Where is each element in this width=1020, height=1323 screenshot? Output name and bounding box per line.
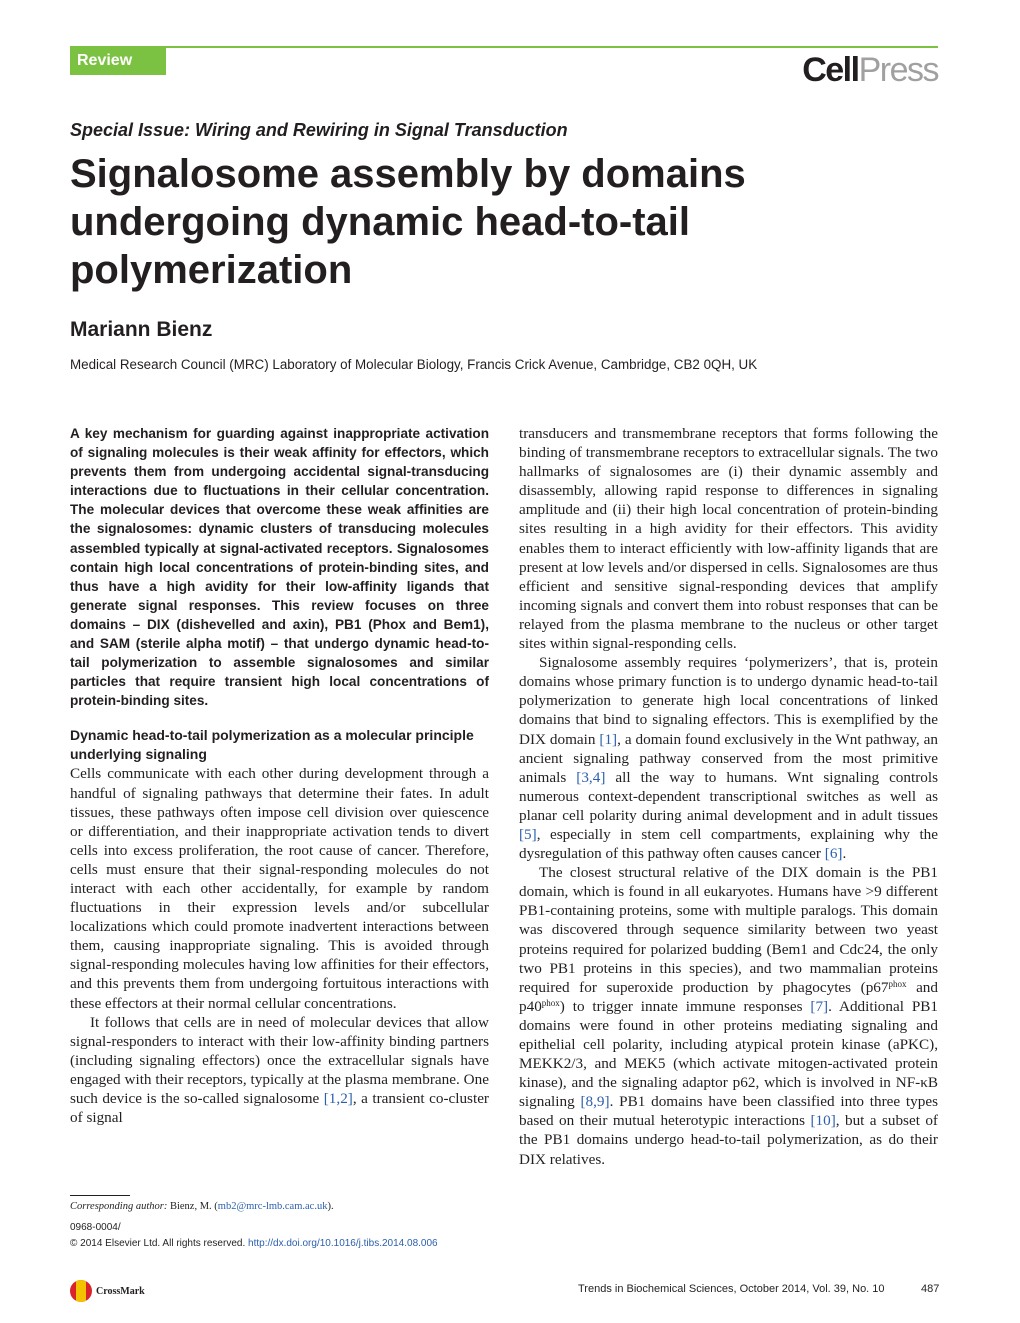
crossmark-label: CrossMark xyxy=(96,1285,145,1297)
body-paragraph: transducers and transmembrane receptors that forms following the binding of transmembrane receptors to extracellular signals. The two hallmarks of signalosomes are (i) their dynamic assembly and disassembly, allowing rapid response to differences in signaling amplitude and (ii) their high local concentration of protein-binding sites resulting in a high avidity for their effectors. This avidity enables them to interact efficiently with low-affinity ligands that are present at low levels and/or dispersed in cells. Signalosomes are thus efficient and sensitive signal-responding devices that amplify incoming signals and convert them into robust responses that can be relayed from the plasma membrane to the nucleus or other target sites within signal-responding cells. xyxy=(519,425,938,653)
text-run: , but a subset of the PB1 domains undergo head-to-tail polymerization, as do their DIX relatives. xyxy=(519,1112,938,1168)
body-paragraph xyxy=(519,863,938,1169)
issn: 0968-0004/ xyxy=(70,1222,121,1233)
body-paragraph xyxy=(70,1013,489,1128)
text-run: and p40 xyxy=(519,978,938,1015)
text-run: ) to trigger innate immune responses xyxy=(559,997,811,1015)
copyright-text: © 2014 Elsevier Ltd. All rights reserved. xyxy=(70,1238,249,1249)
footnote-rule xyxy=(70,1195,130,1196)
author-affiliation: Medical Research Council (MRC) Laboratory of Molecular Biology, Francis Crick Avenue, Cambridge, CB2 0QH, UK xyxy=(70,357,758,372)
citation-link[interactable]: [3,4] xyxy=(576,768,606,786)
logo-cell: Cell xyxy=(802,51,859,89)
text-run: , a transient co-cluster of signal xyxy=(70,1090,489,1127)
email-link[interactable]: mb2@mrc-lmb.cam.ac.uk xyxy=(217,1201,328,1212)
doi-link[interactable]: http://dx.doi.org/10.1016/j.tibs.2014.08.006 xyxy=(248,1238,438,1249)
body-paragraph: Cells communicate with each other during development through a handful of signaling pathways that determine their fates. In adult tissues, these pathways often impose cell division over quiescence or differentiation, and their inappropriate activation tends to divert cells into excess proliferation, the root cause of cancer. Therefore, cells must ensure that their signal-responding molecules do not interact with each other accidentally, for example by random fluctuations in their expression levels and/or subcellular localizations which could promote inadvertent interactions between them, causing inappropriate signaling. This is avoided through signal-responding molecules having low affinities for their effectors, and this prevents them from undergoing fortuitous interactions with these effectors at their normal cellular concentrations. xyxy=(70,765,489,1012)
section-heading: Dynamic head-to-tail polymerization as a molecular principle underlying signaling xyxy=(70,727,474,763)
corr-name: Bienz, M. ( xyxy=(167,1201,218,1212)
author-name: Mariann Bienz xyxy=(70,318,213,341)
crossmark-badge[interactable] xyxy=(70,1280,145,1302)
citation-link[interactable]: [7] xyxy=(810,997,829,1015)
page-number: 487 xyxy=(921,1283,940,1295)
citation-link[interactable]: [1,2] xyxy=(323,1090,353,1107)
crossmark-icon xyxy=(70,1280,92,1302)
journal-citation: Trends in Biochemical Sciences, October 2014, Vol. 39, No. 10 xyxy=(578,1283,885,1295)
citation-link[interactable]: [8,9] xyxy=(580,1093,610,1111)
citation-link[interactable]: [5] xyxy=(519,825,537,843)
citation-link[interactable]: [6] xyxy=(824,845,843,863)
text-run: The closest structural relative of the DIX domain is the PB1 domain, which is found in all eukaryotes. Humans have >9 different PB1-containing proteins, some with multiple paralogs. This domain was discovered through sequence similarity between two yeast proteins required for polarized budding (Bem1 and Cdc24, the only two PB1 proteins in this species), and two mammalian proteins required for superoxide production by phagocytes (p67 xyxy=(519,864,938,996)
header-rule xyxy=(70,46,938,48)
cellpress-logo xyxy=(802,52,938,88)
corr-end: ). xyxy=(327,1201,334,1212)
citation-link[interactable]: [1] xyxy=(599,730,618,748)
text-run: Signalosome assembly requires ‘polymerizers’, that is, protein domains whose primary function is to undergo dynamic head-to-tail polymerization to generate high local concentrations of linked domains that bind to signaling effectors. This is exemplified by the DIX domain xyxy=(519,654,938,748)
logo-press: Press xyxy=(858,51,938,89)
review-label: Review xyxy=(70,46,166,75)
text-run: , especially in stem cell compartments, explaining why the dysregulation of this pathway often causes cancer xyxy=(519,825,938,863)
corresponding-author xyxy=(70,1201,334,1212)
text-run: all the way to humans. Wnt signaling controls numerous context-dependent transcriptional switches as well as planar cell polarity during animal development and in adult tissues xyxy=(519,768,938,824)
citation-link[interactable]: [10] xyxy=(810,1112,836,1130)
article-title: Signalosome assembly by domains undergoing dynamic head-to-tail polymerization xyxy=(70,152,746,292)
abstract: A key mechanism for guarding against inappropriate activation of signaling molecules is their weak affinity for effectors, which prevents them from undergoing accidental signal-transducing interactions due to fluctuations in their cellular concentration. The molecular devices that overcome these weak affinities are the signalosomes: dynamic clusters of transducing molecules assembled typically at signal-activated receptors. Signalosomes contain high local concentrations of protein-binding sites, and thus have a high avidity for their low-affinity ligands that generate signal responses. This review focuses on three domains – DIX (dishevelled and axin), PB1 (Phox and Bem1), and SAM (sterile alpha motif) – that undergo dynamic head-to-tail polymerization to assemble signalosomes and similar particles that require transient high local concentrations of protein-binding sites. xyxy=(70,426,489,709)
special-issue: Special Issue: Wiring and Rewiring in Signal Transduction xyxy=(70,120,568,140)
corr-label: Corresponding author: xyxy=(70,1201,168,1212)
copyright xyxy=(70,1238,438,1249)
superscript: phox xyxy=(541,997,560,1008)
superscript: phox xyxy=(888,978,907,989)
text-run: , a domain found exclusively in the Wnt pathway, an ancient signaling pathway conserved from the most primitive animals xyxy=(519,730,938,786)
text-run: . xyxy=(842,845,847,863)
body-paragraph xyxy=(519,653,938,863)
text-run: . PB1 domains have been classified into three types based on their mutual heterotypic interactions xyxy=(519,1093,938,1130)
text-run: It follows that cells are in need of molecular devices that allow signal-responders to interact with their low-affinity binding partners (including signaling effectors) once the extracellular signals have engaged with their receptors, typically at the plasma membrane. One such device is the so-called signalosome xyxy=(70,1013,489,1107)
right-column xyxy=(519,424,938,1169)
left-column xyxy=(70,424,489,1127)
text-run: . Additional PB1 domains were found in other proteins mediating signaling and epithelial cell polarity, including atypical protein kinase (aPKC), MEKK2/3, and MEK5 (which activate mitogen-activated protein kinase), and the signaling adaptor p62, which is involved in NF-κB signaling xyxy=(519,997,938,1111)
